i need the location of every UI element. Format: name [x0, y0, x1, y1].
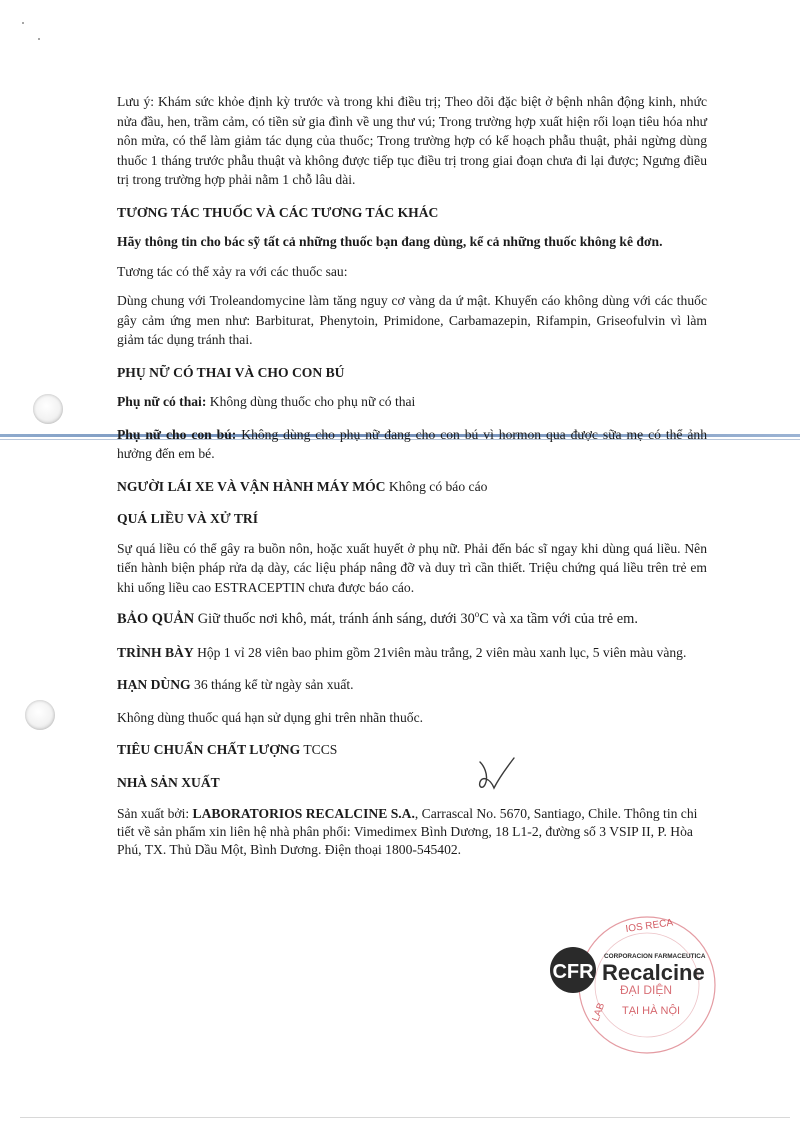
storage-paragraph: [117, 610, 707, 630]
manufacturer-heading: NHÀ SẢN XUẤT: [117, 774, 220, 790]
interactions-advice: Hãy thông tin cho bác sỹ tất cả những thuốc bạn đang dùng, kể cả những thuốc không kê đơn.: [117, 234, 663, 249]
leaflet-body: [117, 92, 707, 859]
driving-heading: NGƯỜI LÁI XE VÀ VẬN HÀNH MÁY MÓC: [117, 478, 386, 494]
nursing-text: Không dùng cho phụ nữ đang cho con bú vì hormon qua được sữa mẹ có thể ảnh hưởng đến em bé.: [117, 426, 707, 461]
signature-mark: [470, 752, 520, 802]
punch-hole-upper: [33, 394, 63, 424]
stamp-city: TẠI HÀ NỘI: [622, 1005, 681, 1017]
overdose-heading: QUÁ LIỀU VÀ XỬ TRÍ: [117, 511, 258, 526]
expiry-paragraph: [117, 675, 707, 695]
page-bottom-edge: [20, 1117, 790, 1118]
interactions-heading: TƯƠNG TÁC THUỐC VÀ CÁC TƯƠNG TÁC KHÁC: [117, 204, 439, 220]
presentation-text: Hộp 1 vỉ 28 viên bao phim gồm 21viên màu trắng, 2 viên màu xanh lục, 5 viên màu vàng.: [193, 644, 687, 660]
manufacturer-name: LABORATORIOS RECALCINE S.A.: [192, 806, 415, 821]
pregnant-label: Phụ nữ có thai:: [117, 394, 207, 409]
pregnant-text: Không dùng thuốc cho phụ nữ có thai: [206, 394, 416, 409]
stamp-office: ĐẠI DIỆN: [620, 983, 673, 997]
quality-paragraph: [117, 740, 707, 760]
expiry-warning: Không dùng thuốc quá hạn sử dụng ghi trên nhãn thuốc.: [117, 709, 424, 725]
note-text: Khám sức khỏe định kỳ trước và trong khi điều trị; Theo dõi đặc biệt ở bệnh nhân động kinh, nhức nửa đầu, hen, trầm cảm, có tiền sử gia đình về ung thư vú; Trong trường hợp xuất hiện rối loạn tiêu hóa như nôn mửa, có thể làm giảm tác dụng của thuốc; Trong trường hợp có kế hoạch phẫu thuật, phải ngừng dùng thuốc 1 tháng trước phẫu thuật và không được tiếp tục điều trị trong giai đoạn chưa đi lại được; Ngưng điều trị trong trường hợp phải nằm 1 chỗ lâu dài.: [117, 94, 707, 187]
quality-heading: TIÊU CHUẨN CHẤT LƯỢNG: [117, 742, 301, 757]
interactions-detail: Dùng chung với Troleandomycine làm tăng nguy cơ vàng da ứ mật. Khuyến cáo không dùng với các thuốc gây cảm ứng men như: Barbiturat, Phenytoin, Primidone, Carbamazepin, Rifampin, Griseofulvin vì làm giảm tác dụng tránh thai.: [117, 293, 707, 347]
driving-text: Không có báo cáo: [385, 478, 488, 494]
note-label: Lưu ý:: [117, 94, 159, 109]
interactions-intro: Tương tác có thể xảy ra với các thuốc sau:: [117, 263, 348, 279]
storage-text-before: Giữ thuốc nơi khô, mát, tránh ánh sáng, dưới 30: [194, 611, 475, 627]
expiry-heading: HẠN DÙNG: [117, 677, 191, 692]
company-stamp: [542, 910, 732, 1060]
expiry-text: 36 tháng kể từ ngày sản xuất.: [190, 677, 354, 692]
manufacturer-prefix: Sản xuất bởi:: [117, 806, 193, 821]
manufacturer-paragraph: [117, 805, 707, 859]
manufacturer-text: , Carrascal No. 5670, Santiago, Chile. Thông tin chi tiết về sản phẩm xin liên hệ nhà phân phối: Vimedimex Bình Dương, 18 L1-2, đường số 3 VSIP II, P. Hòa Phú, TX. Thủ Dầu Một, Bình Dương. Điện thoại 1800-545402.: [117, 806, 698, 857]
punch-hole-lower: [25, 700, 55, 730]
overdose-text: Sự quá liều có thể gây ra buồn nôn, hoặc xuất huyết ở phụ nữ. Phải đến bác sĩ ngay khi dùng quá liều. Nên tiến hành biện pháp rửa dạ dày, các liệu pháp nâng đỡ và duy trì cần thiết. Triệu chứng quá liều trên trẻ em khi uống liều cao ESTRACEPTIN chưa được báo cáo.: [117, 540, 707, 595]
pregnancy-paragraph: [117, 392, 707, 412]
scan-speck: [22, 22, 24, 24]
driving-paragraph: [117, 477, 707, 497]
presentation-heading: TRÌNH BÀY: [117, 644, 194, 660]
storage-heading: BẢO QUẢN: [117, 611, 195, 627]
stamp-ring-left: LAB: [590, 1001, 608, 1024]
quality-text: TCCS: [300, 742, 338, 757]
stamp-brand: Recalcine: [602, 960, 705, 985]
cfr-logo-text: CFR: [552, 961, 594, 983]
storage-text-after: C và xa tầm với của trẻ em.: [479, 611, 638, 627]
stamp-corporation: CORPORACION FARMACEUTICA: [604, 953, 706, 960]
presentation-paragraph: [117, 643, 707, 663]
scan-speck: [38, 38, 40, 40]
nursing-paragraph: [117, 425, 707, 464]
pregnancy-heading: PHỤ NỮ CÓ THAI VÀ CHO CON BÚ: [117, 364, 345, 380]
note-paragraph: [117, 92, 707, 190]
nursing-label: Phụ nữ cho con bú:: [117, 426, 237, 442]
stamp-ring-top: IOS RECA: [624, 917, 674, 935]
storage-degree: o: [474, 609, 480, 620]
